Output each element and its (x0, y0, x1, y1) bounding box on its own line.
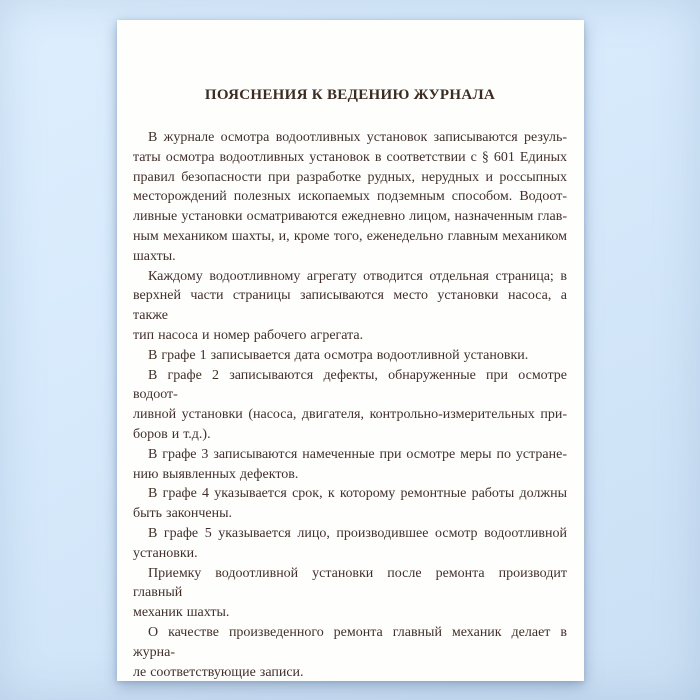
text-line: Приемку водоотливной установки после ремонта производит главный (133, 565, 567, 601)
text-line: В графе 1 записывается дата осмотра водоотливной установки. (148, 347, 529, 363)
text-line: ным механиком шахты, и, кроме того, еженедельно главным механиком (133, 228, 567, 244)
text-line: таты осмотра водоотливных установок в соответствии с § 601 Единых (133, 149, 567, 165)
text-line: правил безопасности при разработке рудных, нерудных и россыпных (133, 169, 567, 185)
text-line: нию выявленных дефектов. (133, 466, 299, 482)
paragraph (133, 267, 567, 346)
paragraph (133, 524, 567, 564)
text-line: месторождений полезных ископаемых подземным способом. Водоот- (133, 189, 567, 205)
document-body (133, 128, 567, 682)
text-line: Каждому водоотливному агрегату отводится отдельная страница; в (148, 268, 567, 284)
text-line: боров и т.д.). (133, 426, 211, 442)
text-line: ливной установки (насоса, двигателя, контрольно-измерительных при- (133, 407, 567, 423)
text-line: установки. (133, 545, 198, 561)
text-line: В графе 5 указывается лицо, производившее осмотр водоотливной (148, 525, 567, 541)
paragraph (133, 445, 567, 485)
text-line: В графе 4 указывается срок, к которому ремонтные работы должны (148, 486, 567, 502)
text-line: В графе 2 записываются дефекты, обнаруженные при осмотре водоот- (133, 367, 567, 403)
paragraph (133, 564, 567, 623)
text-line: тип насоса и номер рабочего агрегата. (133, 327, 364, 343)
text-line: О качестве произведенного ремонта главный механик делает в журна- (133, 624, 567, 660)
text-line: шахты. (133, 248, 176, 264)
page-title: ПОЯСНЕНИЯ К ВЕДЕНИЮ ЖУРНАЛА (204, 87, 496, 103)
document-page (117, 20, 584, 681)
text-line: ле соответствующие записи. (133, 664, 304, 680)
text-line: быть закончены. (133, 506, 233, 522)
text-line: верхней части страницы записываются место установки насоса, а также (133, 288, 567, 324)
paragraph (133, 484, 567, 524)
paragraph (133, 366, 567, 445)
text-line: механик шахты. (133, 605, 230, 621)
text-line: В графе 3 записываются намеченные при осмотре меры по устране- (148, 446, 567, 462)
paragraph (133, 128, 567, 267)
paragraph (133, 623, 567, 682)
paragraph (133, 346, 567, 366)
text-line: ливные установки осматриваются ежедневно лицом, назначенным глав- (133, 209, 567, 225)
text-line: В журнале осмотра водоотливных установок записываются резуль- (148, 130, 567, 145)
